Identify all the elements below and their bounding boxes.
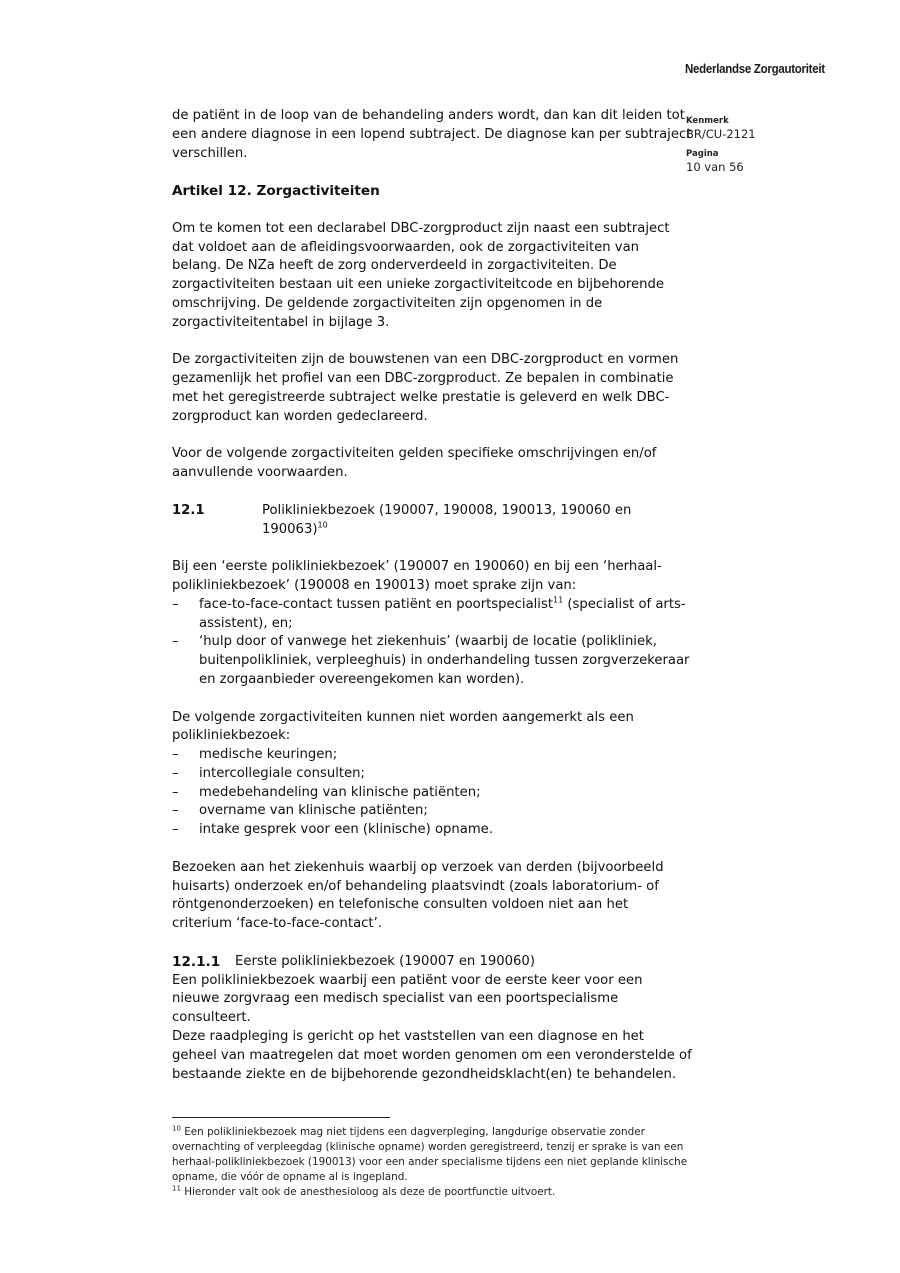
list-item-text: medische keuringen;	[199, 747, 338, 763]
dash-bullet: –	[172, 634, 179, 650]
paragraph-7: Een polikliniekbezoek waarbij een patiënt voor de eerste keer voor een nieuwe zorgvraag een medisch specialist van een poortspecialisme consulteert.	[172, 972, 643, 1026]
list-item	[172, 802, 692, 821]
footnote-ref-10[interactable]: 10	[317, 520, 328, 530]
dash-bullet: –	[172, 765, 179, 781]
footnote-text: Een polikliniekbezoek mag niet tijdens een dagverpleging, langdurige observatie zonder overnachting of verpleegdag (klinische opname) worden geregistreerd, tenzij er sprake is van een herhaal-polikliniekbezoek (190013) voor een ander specialisme tijdens een niet geplande klinische opname, die vóór de opname al is ingepland.	[172, 1126, 688, 1183]
paragraph-6: Bezoeken aan het ziekenhuis waarbij op verzoek van derden (bijvoorbeeld huisarts) onderzoek en/of behandeling plaatsvindt (zoals laboratorium- of röntgenonderzoeken) en telefonische consulten voldoen niet aan het criterium ‘face-to-face-contact’.	[172, 859, 664, 932]
list-item-text: face-to-face-contact tussen patiënt en poortspecialist	[199, 596, 554, 612]
list-item	[172, 784, 692, 803]
intro-paragraph: de patiënt in de loop van de behandeling anders wordt, dan kan dit leiden tot een andere diagnose in een lopend subtraject. De diagnose kan per subtraject verschillen.	[172, 108, 692, 161]
paragraph-4: Bij een ‘eerste polikliniekbezoek’ (190007 en 190060) en bij een ‘herhaal-polikliniekbezoek’ (190008 en 190013) moet sprake zijn van:	[172, 559, 662, 593]
dash-bullet: –	[172, 747, 179, 763]
footnote-10	[172, 1125, 692, 1185]
list-item-text-cont: (specialist of arts-assistent), en;	[199, 596, 686, 631]
kenmerk-value: BR/CU-2121	[686, 127, 756, 141]
list-item	[172, 746, 692, 765]
kenmerk-group	[686, 116, 756, 142]
article-title: Artikel 12. Zorgactiviteiten	[172, 183, 380, 200]
paragraph-3: Voor de volgende zorgactiviteiten gelden specifieke omschrijvingen en/of aanvullende voorwaarden.	[172, 446, 657, 481]
document-meta	[686, 116, 756, 182]
section-number: 12.1	[172, 502, 205, 518]
list-item-text: overname van klinische patiënten;	[199, 803, 428, 819]
subsection-title: Eerste polikliniekbezoek (190007 en 190060)	[235, 953, 535, 969]
organization-name: Nederlandse Zorgautoriteit	[685, 62, 825, 76]
list-item-text: intake gesprek voor een (klinische) opname.	[199, 822, 493, 838]
list-item-text: ‘hulp door of vanwege het ziekenhuis’ (waarbij de locatie (polikliniek, buitenpolikliniek, verpleeghuis) in onderhandeling tussen zorgverzekeraar en zorgaanbieder overeengekomen kan worden).	[199, 634, 690, 687]
list-item	[172, 765, 692, 784]
footnote-text: Hieronder valt ook de anesthesioloog als deze de poortfunctie uitvoert.	[180, 1186, 556, 1198]
list-item	[172, 633, 692, 689]
list-item	[172, 596, 692, 634]
list-item-text: medebehandeling van klinische patiënten;	[199, 784, 481, 800]
requirements-list	[172, 596, 692, 690]
footnotes	[172, 1125, 692, 1200]
list-item-text: intercollegiale consulten;	[199, 765, 365, 781]
section-title	[262, 502, 692, 540]
pagina-group	[686, 149, 756, 175]
exclusions-list	[172, 746, 692, 840]
list-item	[172, 821, 692, 840]
kenmerk-label: Kenmerk	[686, 116, 729, 126]
section-12-1-heading	[172, 502, 692, 540]
paragraph-5: De volgende zorgactiviteiten kunnen niet worden aangemerkt als een polikliniekbezoek:	[172, 709, 634, 744]
section-title-text: Polikliniekbezoek (190007, 190008, 190013, 190060 en 190063)	[262, 502, 632, 537]
pagina-label: Pagina	[686, 149, 719, 159]
dash-bullet: –	[172, 803, 179, 819]
paragraph-8: Deze raadpleging is gericht op het vaststellen van een diagnose en het geheel van maatregelen dat moet worden genomen om een veronderstelde of bestaande ziekte en de bijbehorende gezondheidsklacht(en) te behandelen.	[172, 1029, 692, 1082]
footnote-separator	[172, 1117, 390, 1118]
dash-bullet: –	[172, 784, 179, 800]
pagina-value: 10 van 56	[686, 160, 744, 174]
paragraph-2: De zorgactiviteiten zijn de bouwstenen van een DBC-zorgproduct en vormen gezamenlijk het profiel van een DBC-zorgproduct. Ze bepalen in combinatie met het geregistreerde subtraject welke prestatie is geleverd en welk DBC-zorgproduct kan worden gedeclareerd.	[172, 352, 679, 424]
paragraph-1: Om te komen tot een declarabel DBC-zorgproduct zijn naast een subtraject dat voldoet aan de afleidingsvoorwaarden, ook de zorgactiviteiten van belang. De NZa heeft de zorg onderverdeeld in zorgactiviteiten. De zorgactiviteiten bestaan uit een unieke zorgactiviteitcode en bijbehorende omschrijving. De geldende zorgactiviteiten zijn opgenomen in de zorgactiviteitentabel in bijlage 3.	[172, 220, 670, 330]
footnote-number: 10	[172, 1124, 181, 1133]
main-content	[172, 107, 692, 1084]
dash-bullet: –	[172, 822, 179, 838]
section-12-1-1-heading	[172, 953, 692, 972]
footnote-number: 11	[172, 1184, 181, 1193]
footnote-ref-11[interactable]: 11	[553, 595, 564, 605]
subsection-number: 12.1.1	[172, 953, 221, 970]
dash-bullet: –	[172, 596, 179, 612]
footnote-11	[172, 1185, 692, 1200]
